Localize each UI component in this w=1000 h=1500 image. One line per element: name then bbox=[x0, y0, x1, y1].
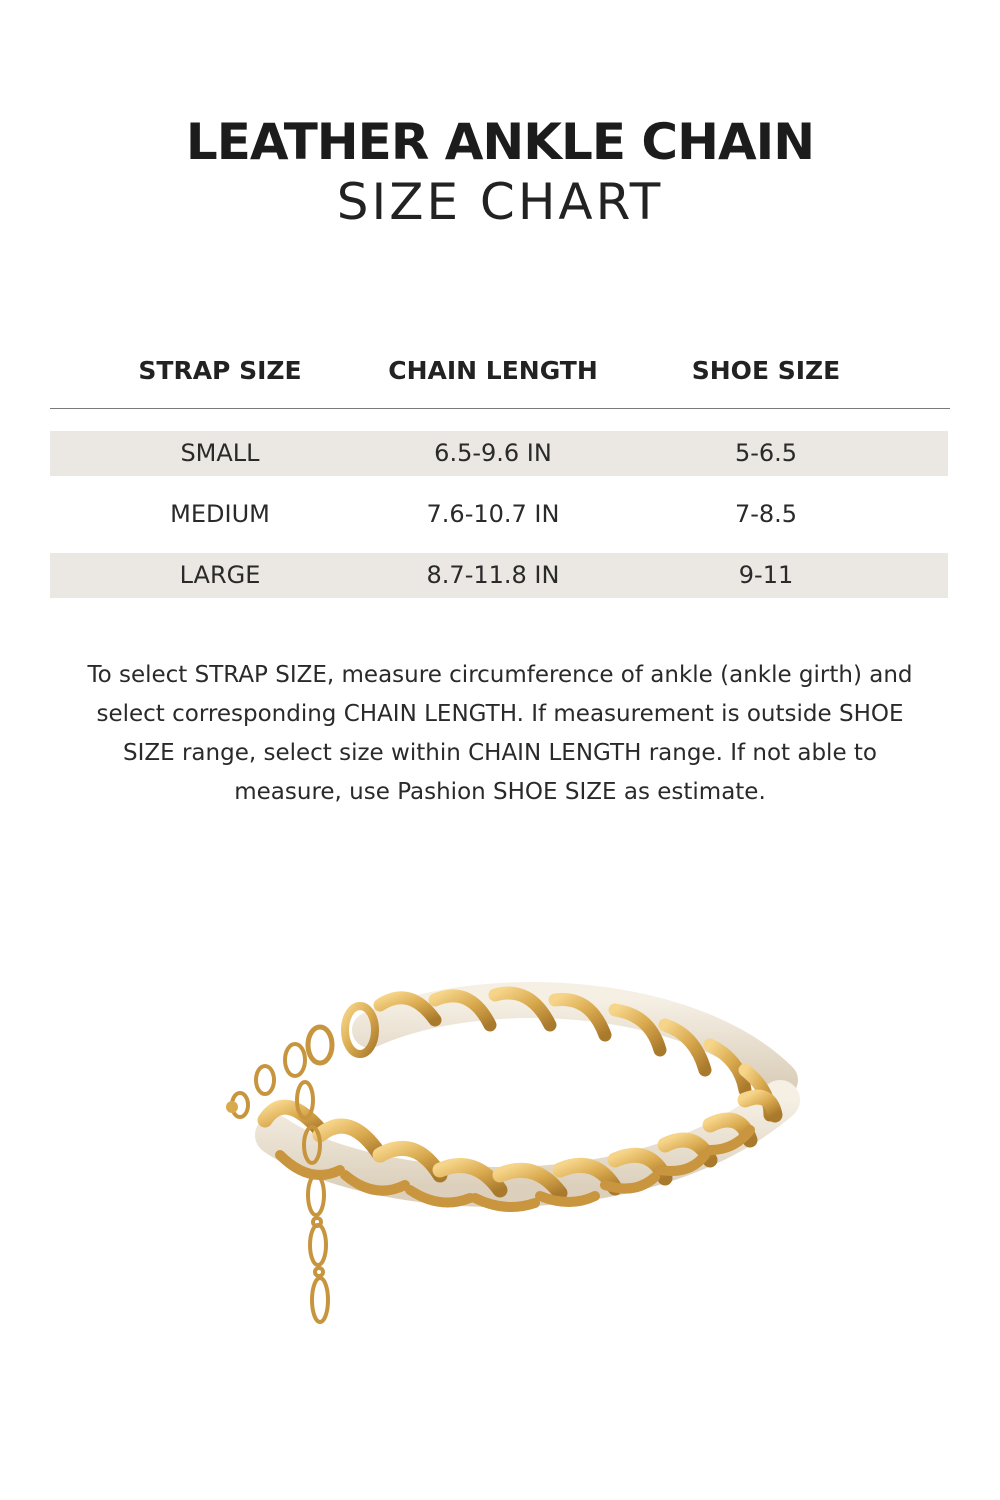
table-row bbox=[50, 492, 948, 537]
table-header bbox=[50, 340, 950, 409]
strap-size-cell: LARGE bbox=[179, 561, 261, 589]
table-row bbox=[50, 553, 948, 598]
table-body bbox=[50, 431, 948, 614]
strap-size-cell: MEDIUM bbox=[170, 500, 270, 528]
chain-length-cell: 7.6-10.7 IN bbox=[426, 500, 560, 528]
column-header-chain-length: CHAIN LENGTH bbox=[388, 356, 598, 385]
page-title: LEATHER ANKLE CHAIN bbox=[185, 113, 815, 171]
ankle-chain-product-image bbox=[220, 970, 810, 1360]
chain-length-cell: 6.5-9.6 IN bbox=[434, 439, 552, 467]
shoe-size-cell: 5-6.5 bbox=[734, 439, 798, 467]
chain-length-cell: 8.7-11.8 IN bbox=[426, 561, 560, 589]
table-row bbox=[50, 431, 948, 476]
column-header-shoe-size: SHOE SIZE bbox=[691, 356, 841, 385]
sizing-instructions: To select STRAP SIZE, measure circumference of ankle (ankle girth) and select corresponding CHAIN LENGTH. If measurement is outside SHOE SIZE range, select size within CHAIN LENGTH range. If not able to measure, use Pashion SHOE SIZE as estimate. bbox=[87, 662, 913, 805]
column-header-strap-size: STRAP SIZE bbox=[138, 356, 302, 385]
shoe-size-cell: 7-8.5 bbox=[734, 500, 798, 528]
shoe-size-cell: 9-11 bbox=[738, 561, 794, 589]
size-chart-table bbox=[50, 340, 950, 589]
strap-size-cell: SMALL bbox=[180, 439, 260, 467]
page-subtitle: SIZE CHART bbox=[336, 173, 664, 231]
